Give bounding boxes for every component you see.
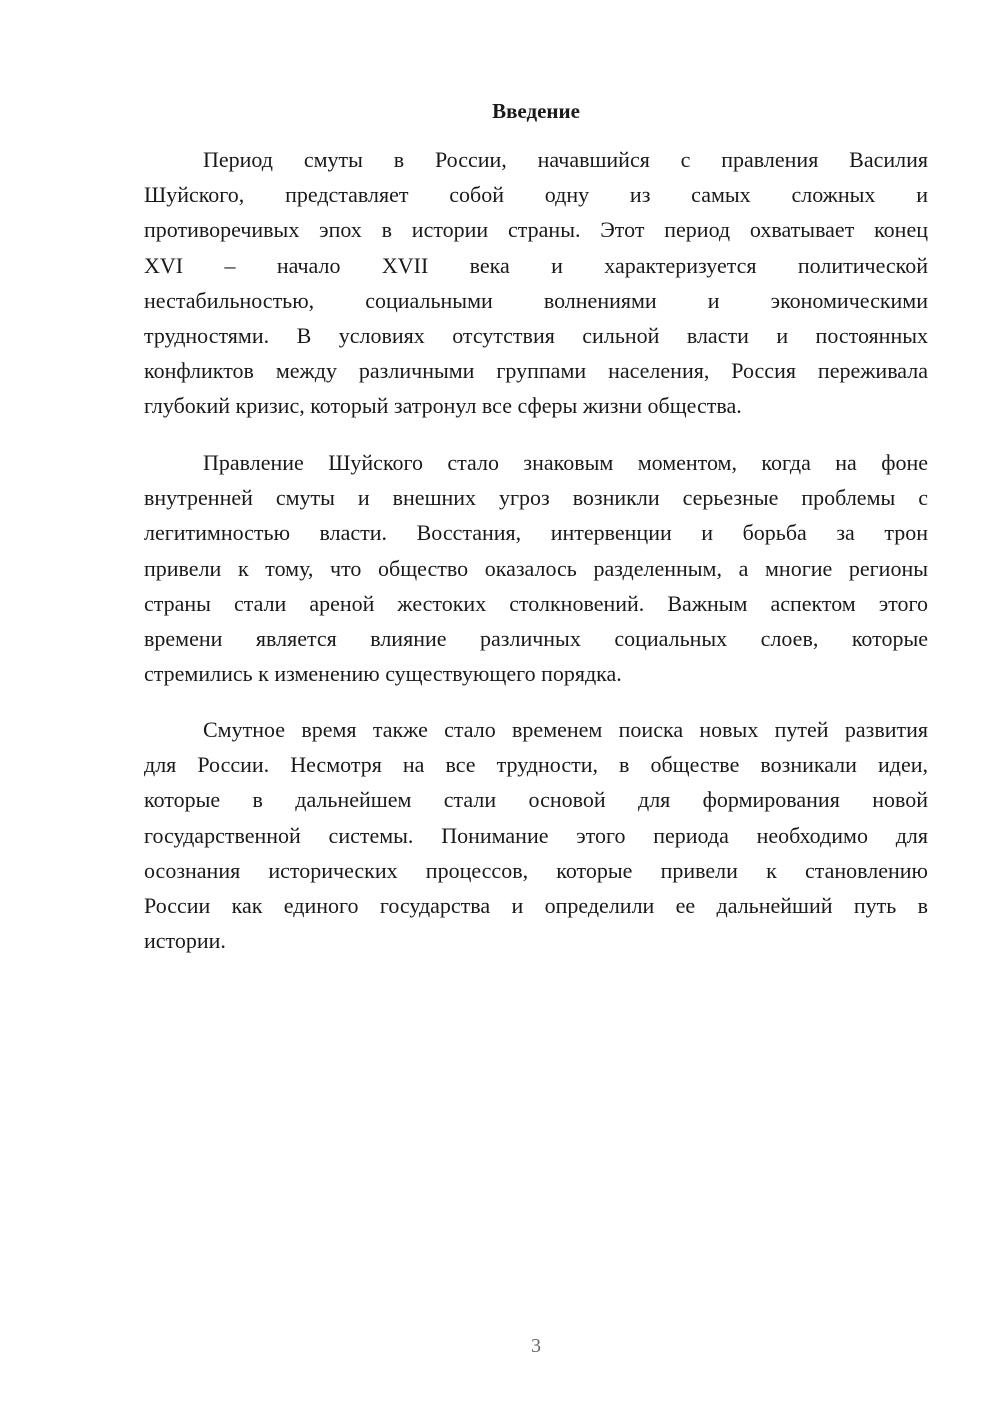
page-number: 3 — [531, 1335, 541, 1357]
text-line: конфликтов между различными группами населения, Россия переживала — [144, 358, 928, 384]
paragraph-1 — [144, 142, 928, 424]
text-line: России как единого государства и определили ее дальнейший путь в — [144, 892, 928, 918]
section-heading: Введение — [492, 99, 580, 123]
text-line: XVI – начало XVII века и характеризуется политической — [144, 252, 928, 278]
text-line: привели к тому, что общество оказалось разделенным, а многие регионы — [144, 555, 928, 581]
paragraph-text — [144, 142, 928, 424]
paragraph-2 — [144, 445, 928, 691]
text-line: нестабильностью, социальными волнениями и экономическими — [144, 287, 928, 313]
text-line: которые в дальнейшем стали основой для формирования новой — [144, 787, 928, 813]
text-line: осознания исторических процессов, которые привели к становлению — [144, 857, 928, 883]
text-line: легитимностью власти. Восстания, интервенции и борьба за трон — [144, 520, 928, 546]
text-line: истории. — [144, 928, 226, 954]
text-line: Смутное время также стало временем поиска новых путей развития — [203, 717, 928, 742]
text-line: трудностями. В условиях отсутствия сильной власти и постоянных — [144, 322, 928, 348]
paragraph-text — [144, 712, 928, 958]
text-line: противоречивых эпох в истории страны. Этот период охватывает конец — [144, 217, 928, 243]
text-line: времени является влияние различных социальных слоев, которые — [144, 625, 928, 651]
text-line: глубокий кризис, который затронул все сферы жизни общества. — [144, 393, 742, 419]
text-line: страны стали ареной жестоких столкновений. Важным аспектом этого — [144, 590, 928, 616]
text-line: стремились к изменению существующего порядка. — [144, 661, 622, 687]
paragraph-text — [144, 445, 928, 691]
paragraph-3 — [144, 712, 928, 958]
text-line: внутренней смуты и внешних угроз возникли серьезные проблемы с — [144, 485, 928, 511]
text-line: Шуйского, представляет собой одну из самых сложных и — [144, 182, 928, 208]
text-line: Период смуты в России, начавшийся с правления Василия — [203, 147, 928, 172]
text-line: Правление Шуйского стало знаковым моментом, когда на фоне — [203, 450, 928, 475]
text-line: для России. Несмотря на все трудности, в обществе возникали идеи, — [144, 752, 928, 778]
text-line: государственной системы. Понимание этого периода необходимо для — [144, 822, 928, 848]
